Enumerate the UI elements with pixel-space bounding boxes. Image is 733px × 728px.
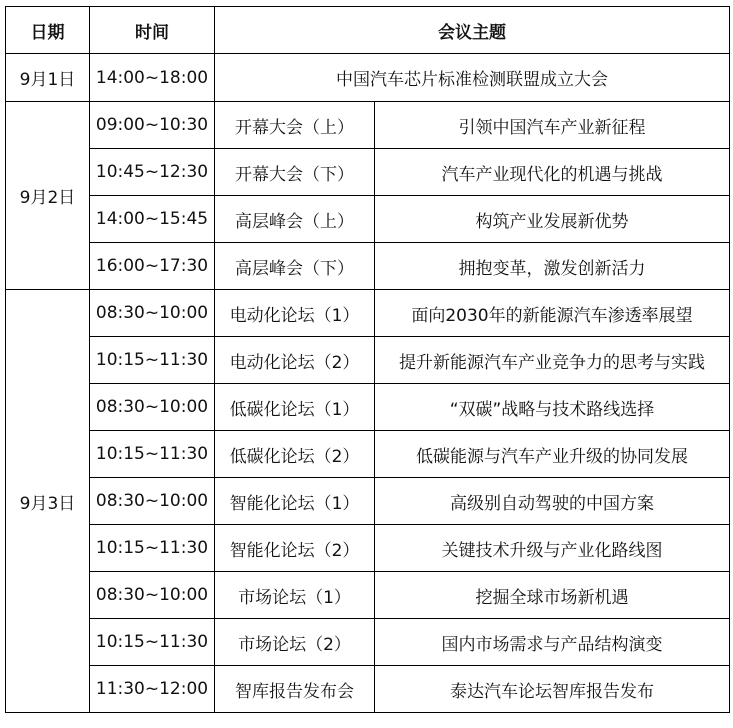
table-row bbox=[6, 572, 730, 619]
table-row bbox=[6, 243, 730, 290]
topic-cell: 低碳能源与汽车产业升级的协同发展 bbox=[375, 431, 730, 478]
topic-cell: 面向2030年的新能源汽车渗透率展望 bbox=[375, 290, 730, 337]
date-cell-day2: 9月2日 bbox=[6, 102, 90, 290]
topic-cell: 泰达汽车论坛智库报告发布 bbox=[375, 666, 730, 713]
header-time: 时间 bbox=[90, 7, 215, 54]
time-cell: 08:30~10:00 bbox=[90, 478, 215, 525]
header-row bbox=[6, 7, 730, 54]
date-cell-day3: 9月3日 bbox=[6, 290, 90, 713]
table-row bbox=[6, 431, 730, 478]
session-cell: 高层峰会（上） bbox=[215, 196, 375, 243]
time-cell: 10:15~11:30 bbox=[90, 337, 215, 384]
session-cell: 低碳化论坛（2） bbox=[215, 431, 375, 478]
table-row bbox=[6, 337, 730, 384]
topic-cell: 挖掘全球市场新机遇 bbox=[375, 572, 730, 619]
table-row bbox=[6, 666, 730, 713]
time-cell: 10:15~11:30 bbox=[90, 525, 215, 572]
table-row bbox=[6, 196, 730, 243]
table-row bbox=[6, 102, 730, 149]
session-cell: 电动化论坛（2） bbox=[215, 337, 375, 384]
header-date: 日期 bbox=[6, 7, 90, 54]
topic-cell: “双碳”战略与技术路线选择 bbox=[375, 384, 730, 431]
session-cell: 开幕大会（下） bbox=[215, 149, 375, 196]
topic-cell: 高级别自动驾驶的中国方案 bbox=[375, 478, 730, 525]
session-cell: 智库报告发布会 bbox=[215, 666, 375, 713]
session-cell: 市场论坛（2） bbox=[215, 619, 375, 666]
date-cell-day1: 9月1日 bbox=[6, 54, 90, 102]
session-cell: 低碳化论坛（1） bbox=[215, 384, 375, 431]
topic-cell: 构筑产业发展新优势 bbox=[375, 196, 730, 243]
topic-cell: 汽车产业现代化的机遇与挑战 bbox=[375, 149, 730, 196]
agenda-table bbox=[5, 6, 730, 713]
time-cell: 08:30~10:00 bbox=[90, 290, 215, 337]
time-cell: 08:30~10:00 bbox=[90, 384, 215, 431]
session-cell: 智能化论坛（2） bbox=[215, 525, 375, 572]
session-cell: 电动化论坛（1） bbox=[215, 290, 375, 337]
time-cell: 11:30~12:00 bbox=[90, 666, 215, 713]
table-row bbox=[6, 619, 730, 666]
time-cell: 10:45~12:30 bbox=[90, 149, 215, 196]
table-row bbox=[6, 54, 730, 102]
time-cell: 08:30~10:00 bbox=[90, 572, 215, 619]
table-row bbox=[6, 290, 730, 337]
time-cell: 09:00~10:30 bbox=[90, 102, 215, 149]
session-cell: 智能化论坛（1） bbox=[215, 478, 375, 525]
time-cell: 10:15~11:30 bbox=[90, 431, 215, 478]
time-cell: 14:00~18:00 bbox=[90, 54, 215, 102]
topic-cell: 国内市场需求与产品结构演变 bbox=[375, 619, 730, 666]
topic-cell: 提升新能源汽车产业竞争力的思考与实践 bbox=[375, 337, 730, 384]
session-cell: 市场论坛（1） bbox=[215, 572, 375, 619]
time-cell: 10:15~11:30 bbox=[90, 619, 215, 666]
topic-cell: 拥抱变革，激发创新活力 bbox=[375, 243, 730, 290]
table-row bbox=[6, 149, 730, 196]
topic-cell: 关键技术升级与产业化路线图 bbox=[375, 525, 730, 572]
topic-cell: 引领中国汽车产业新征程 bbox=[375, 102, 730, 149]
header-topic: 会议主题 bbox=[215, 7, 730, 54]
table-row bbox=[6, 525, 730, 572]
table-row bbox=[6, 478, 730, 525]
session-cell: 开幕大会（上） bbox=[215, 102, 375, 149]
session-cell: 高层峰会（下） bbox=[215, 243, 375, 290]
time-cell: 16:00~17:30 bbox=[90, 243, 215, 290]
time-cell: 14:00~15:45 bbox=[90, 196, 215, 243]
table-row bbox=[6, 384, 730, 431]
topic-cell: 中国汽车芯片标准检测联盟成立大会 bbox=[215, 54, 730, 102]
